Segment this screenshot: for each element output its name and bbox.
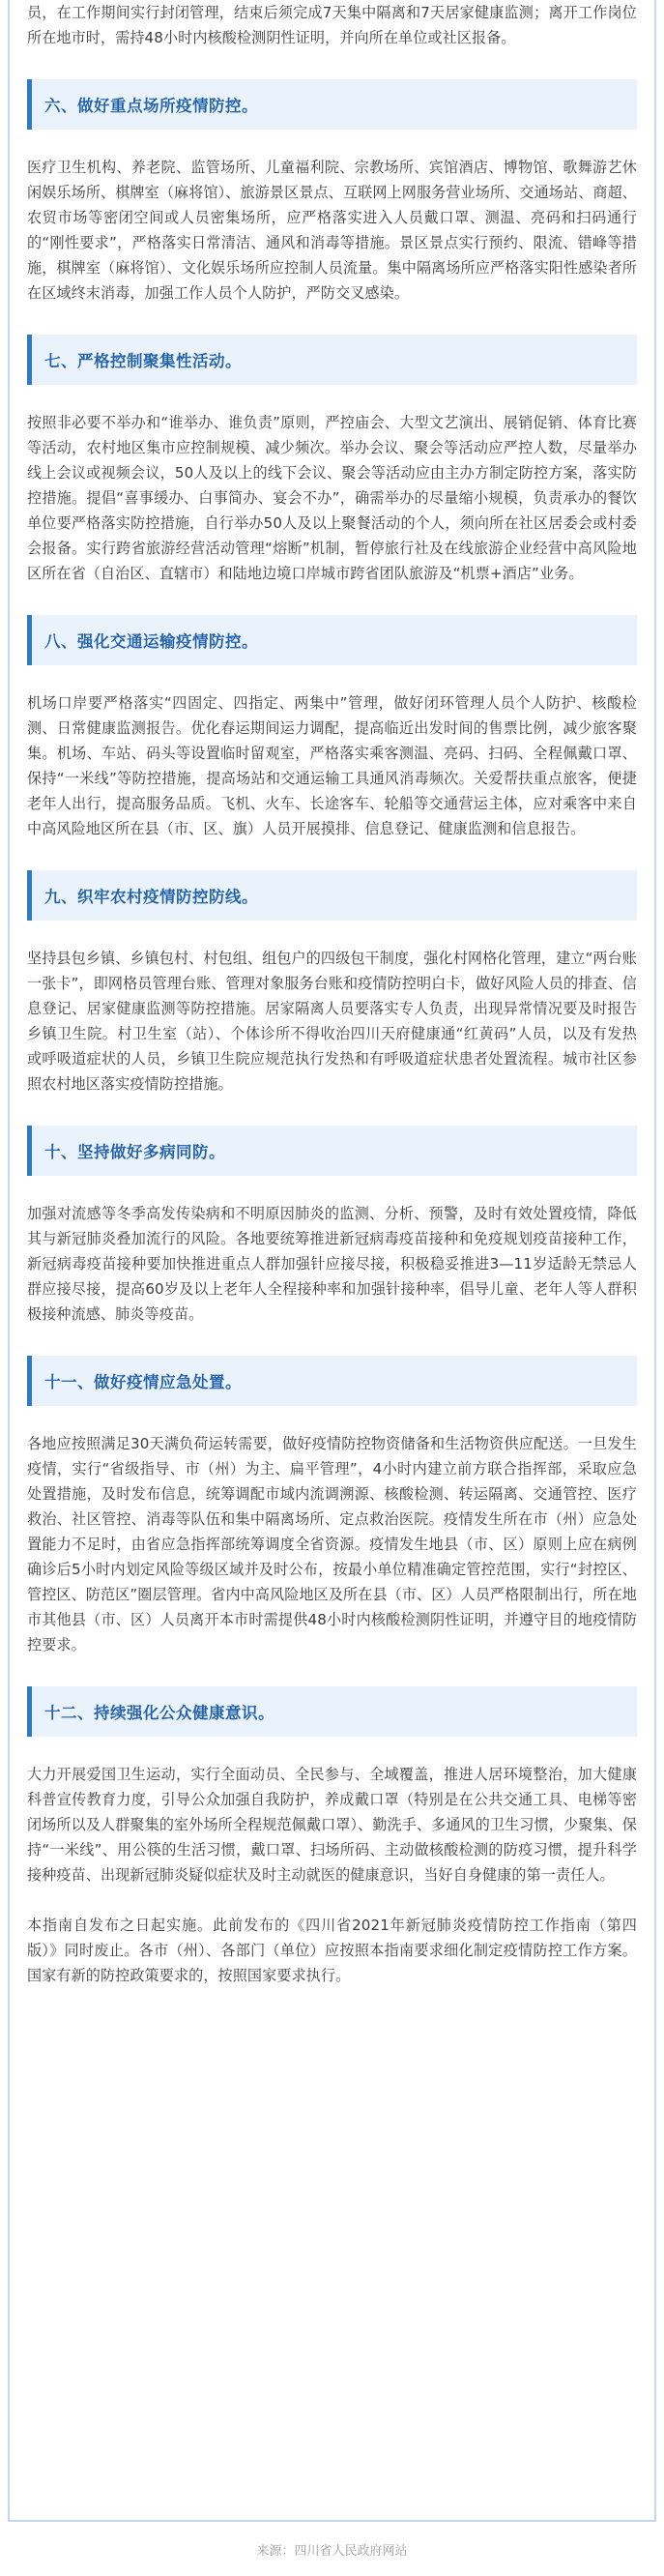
section-title: 十、坚持做好多病同防。: [44, 1143, 225, 1161]
section-heading-12: [27, 1686, 637, 1737]
section-title: 九、织牢农村疫情防控防线。: [44, 888, 258, 906]
section-body-8: 机场口岸要严格落实“四固定、四指定、两集中”管理，做好闭环管理人员个人防护、核酸检测、日常健康监测报告。优化春运期间运力调配，提高临近出发时间的售票比例，减少旅客聚集。机场、车站、码头等设置临时留观室，严格落实乘客测温、亮码、扫码、全程佩戴口罩、保持“一米线”等防控措施，提高场站和交通运输工具通风消毒频次。关爱帮扶重点旅客，便捷老年人出行，提高服务品质。飞机、火车、长途客车、轮船等交通营运主体，应对乘客中来自中高风险地区所在县（市、区、旗）人员开展摸排、信息登记、健康监测和信息报告。: [27, 694, 637, 837]
section-body-7: 按照非必要不举办和“谁举办、谁负责”原则，严控庙会、大型文艺演出、展销促销、体育比赛等活动，农村地区集市应控制规模、减少频次。举办会议、聚会等活动应严控人数，尽量举办线上会议或视频会议，50人及以上的线下会议、聚会等活动应由主办方制定防控方案，落实防控措施。提倡“喜事缓办、白事简办、宴会不办”，确需举办的尽量缩小规模，负责承办的餐饮单位要严格落实防控措施，自行举办50人及以上聚餐活动的个人，须向所在社区居委会或村委会报备。实行跨省旅游经营活动管理“熔断”机制，暂停旅行社及在线旅游企业经营中高风险地区所在省（自治区、直辖市）和陆地边境口岸城市跨省团队旅游及“机票+酒店”业务。: [27, 414, 637, 582]
section-title: 六、做好重点场所疫情防控。: [44, 97, 258, 115]
section-heading-8: [27, 615, 637, 665]
article-content: [10, 0, 654, 1988]
section-heading-9: [27, 870, 637, 921]
section-title: 七、严格控制聚集性活动。: [44, 352, 242, 370]
section-heading-7: [27, 335, 637, 385]
section-body-6: 医疗卫生机构、养老院、监管场所、儿童福利院、宗教场所、宾馆酒店、博物馆、歌舞游艺休闲娱乐场所、棋牌室（麻将馆）、旅游景区景点、互联网上网服务营业场所、交通场站、商超、农贸市场等密闭空间或人员密集场所，应严格落实进入人员戴口罩、测温、亮码和扫码通行的“刚性要求”，严格落实日常清洁、通风和消毒等措施。景区景点实行预约、限流、错峰等措施，棋牌室（麻将馆）、文化娱乐场所应控制人员流量。集中隔离场所应严格落实阳性感染者所在区域终末消毒，加强工作人员个人防护，严防交叉感染。: [27, 159, 637, 302]
source-footer: [0, 2522, 664, 2576]
closing-paragraph: 本指南自发布之日起实施。此前发布的《四川省2021年新冠肺炎疫情防控工作指南（第四版）》同时废止。各市（州）、各部门（单位）应按照本指南要求细化制定疫情防控工作方案。国家有新的防控政策要求的，按照国家要求执行。: [27, 1917, 637, 1984]
section-body-12: 大力开展爱国卫生运动，实行全面动员、全民参与、全域覆盖，推进人居环境整治，加大健康科普宣传教育力度，引导公众加强自我防护，养成戴口罩（特别是在公共交通工具、电梯等密闭场所以及人群聚集的室外场所全程规范佩戴口罩）、勤洗手、多通风的卫生习惯，少聚集、保持“一米线”、用公筷的生活习惯，戴口罩、扫场所码、主动做核酸检测的防疫习惯，提升科学接种疫苗、出现新冠肺炎疑似症状及时主动就医的健康意识，当好自身健康的第一责任人。: [27, 1766, 637, 1884]
section-title: 十二、持续强化公众健康意识。: [44, 1704, 274, 1722]
section-heading-11: [27, 1356, 637, 1406]
section-title: 八、强化交通运输疫情防控。: [44, 632, 258, 651]
intro-paragraph: 员，在工作期间实行封闭管理，结束后须完成7天集中隔离和7天居家健康监测；离开工作岗位所在地市时，需持48小时内核酸检测阴性证明，并向所在单位或社区报备。: [27, 4, 637, 46]
section-heading-10: [27, 1126, 637, 1176]
section-title: 十一、做好疫情应急处置。: [44, 1373, 242, 1391]
section-heading-6: [27, 79, 637, 130]
source-text: 来源：四川省人民政府网站: [256, 2543, 408, 2559]
section-body-10: 加强对流感等冬季高发传染病和不明原因肺炎的监测、分析、预警，及时有效处置疫情，降低其与新冠肺炎叠加流行的风险。各地要统筹推进新冠病毒疫苗接种和免疫规划疫苗接种工作，新冠病毒疫苗接种要加快推进重点人群加强针应接尽接，积极稳妥推进3—11岁适龄无禁忌人群应接尽接，提高60岁及以上老年人全程接种率和加强针接种率，倡导儿童、老年人等人群积极接种流感、肺炎等疫苗。: [27, 1205, 637, 1323]
section-body-11: 各地应按照满足30天满负荷运转需要，做好疫情防控物资储备和生活物资供应配送。一旦发生疫情，实行“省级指导、市（州）为主、扁平管理”，4小时内建立前方联合指挥部，采取应急处置措施，及时发布信息，统筹调配市域内流调溯源、核酸检测、转运隔离、交通管控、医疗救治、社区管控、消毒等队伍和集中隔离场所、定点救治医院。疫情发生所在市（州）应急处置能力不足时，由省应急指挥部统筹调度全省资源。疫情发生地县（市、区）原则上应在病例确诊后5小时内划定风险等级区域并及时公布，按最小单位精准确定管控范围，实行“封控区、管控区、防范区”圈层管理。省内中高风险地区及所在县（市、区）人员严格限制出行，所在地市其他县（市、区）人员离开本市时需提供48小时内核酸检测阴性证明，并遵守目的地疫情防控要求。: [27, 1435, 637, 1654]
section-body-9: 坚持县包乡镇、乡镇包村、村包组、组包户的四级包干制度，强化村网格化管理，建立“两台账一张卡”，即网格员管理台账、管理对象服务台账和疫情防控明白卡，做好风险人员的排查、信息登记、居家健康监测等防控措施。居家隔离人员要落实专人负责，出现异常情况要及时报告乡镇卫生院。村卫生室（站）、个体诊所不得收治四川天府健康通“红黄码”人员，以及有发热或呼吸道症状的人员，乡镇卫生院应规范执行发热和有呼吸道症状患者处置流程。城市社区参照农村地区落实疫情防控措施。: [27, 950, 637, 1093]
article-frame: [8, 0, 656, 2522]
